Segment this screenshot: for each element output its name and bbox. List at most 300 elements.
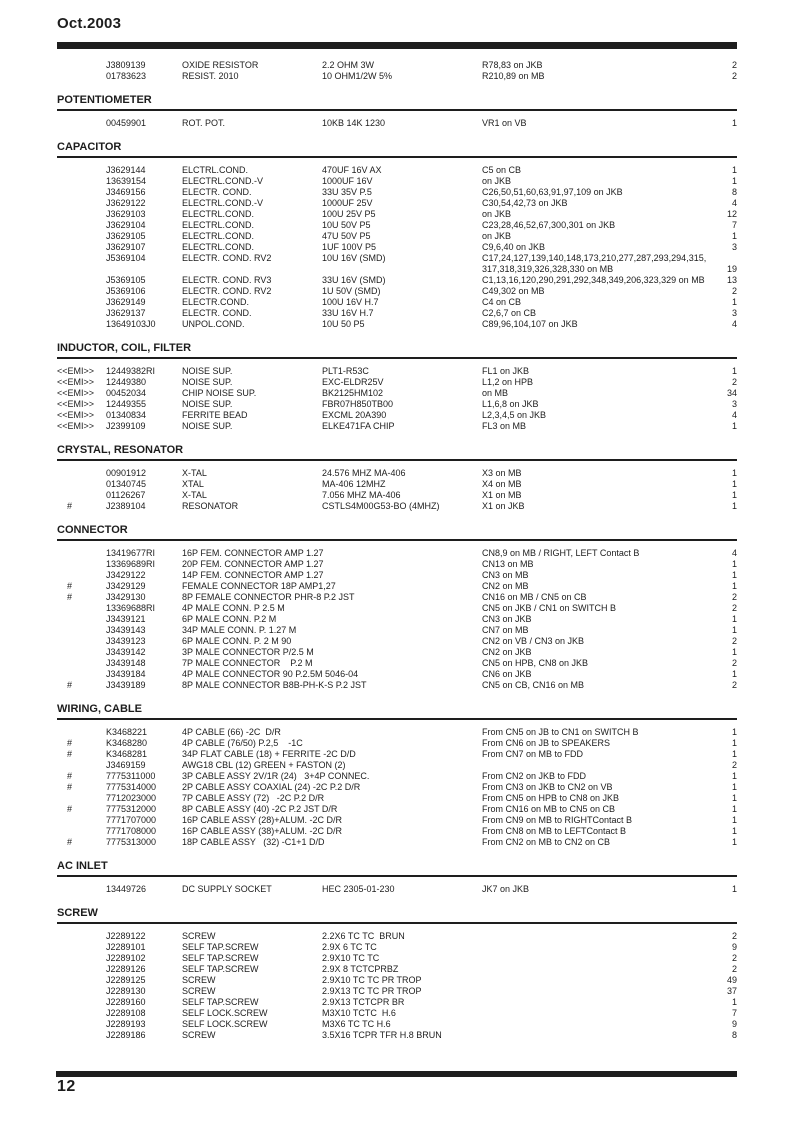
part-location: CN3 on JKB bbox=[482, 614, 532, 624]
section bbox=[57, 141, 737, 330]
part-quantity: 2 bbox=[731, 60, 737, 70]
part-location bbox=[482, 986, 697, 997]
part-location bbox=[482, 931, 697, 942]
part-description: SCREW bbox=[182, 931, 216, 941]
section bbox=[57, 94, 737, 129]
section bbox=[57, 444, 737, 512]
part-row bbox=[57, 975, 737, 986]
part-quantity: 49 bbox=[726, 975, 737, 985]
part-number: 12449355 bbox=[106, 399, 147, 409]
part-quantity: 1 bbox=[731, 669, 737, 679]
row-marker bbox=[57, 614, 106, 625]
part-number: 13419677RI bbox=[106, 548, 156, 558]
part-quantity: 9 bbox=[731, 1019, 737, 1029]
row-marker bbox=[57, 625, 106, 636]
part-number: J3629104 bbox=[106, 220, 146, 230]
row-marker bbox=[57, 884, 106, 895]
part-description: 7P CABLE ASSY (72) -2C P.2 D/R bbox=[182, 793, 325, 803]
part-quantity: 1 bbox=[731, 997, 737, 1007]
part-number: J2289101 bbox=[106, 942, 146, 952]
part-quantity: 2 bbox=[731, 636, 737, 646]
part-row bbox=[57, 253, 737, 264]
part-description: SELF TAP.SCREW bbox=[182, 942, 259, 952]
part-description: 4P CABLE (76/50) P.2,5 -1C bbox=[182, 738, 303, 748]
row-marker bbox=[57, 986, 106, 997]
part-description: FERRITE BEAD bbox=[182, 410, 248, 420]
part-quantity: 1 bbox=[731, 176, 737, 186]
row-marker: # bbox=[67, 771, 73, 781]
row-marker: # bbox=[67, 738, 73, 748]
part-location: on JKB bbox=[482, 209, 512, 219]
row-marker bbox=[57, 71, 106, 82]
part-quantity: 1 bbox=[731, 727, 737, 737]
part-number: J3439189 bbox=[106, 680, 146, 690]
part-number: 01126267 bbox=[106, 490, 146, 500]
part-row bbox=[57, 603, 737, 614]
part-description: SELF TAP.SCREW bbox=[182, 997, 259, 1007]
section-title: AC INLET bbox=[57, 860, 737, 877]
part-description: NOISE SUP. bbox=[182, 366, 233, 376]
part-description: NOISE SUP. bbox=[182, 399, 233, 409]
part-location: From CN5 on HPB to CN8 on JKB bbox=[482, 793, 620, 803]
part-number: J3629103 bbox=[106, 209, 146, 219]
part-quantity: 2 bbox=[731, 931, 737, 941]
part-row bbox=[57, 931, 737, 942]
part-spec: 10U 50V P5 bbox=[322, 220, 371, 230]
part-quantity: 1 bbox=[731, 771, 737, 781]
section-rows bbox=[57, 727, 737, 848]
part-row bbox=[57, 60, 737, 71]
part-number: J5369106 bbox=[106, 286, 146, 296]
part-number: 7775311000 bbox=[106, 771, 156, 781]
part-row bbox=[57, 366, 737, 377]
row-marker: # bbox=[67, 782, 73, 792]
row-marker bbox=[57, 308, 106, 319]
part-row bbox=[57, 771, 737, 782]
part-location: From CN8 on MB to LEFTContact B bbox=[482, 826, 627, 836]
part-quantity: 34 bbox=[726, 388, 737, 398]
row-marker bbox=[57, 209, 106, 220]
part-row bbox=[57, 1030, 737, 1041]
part-location: C9,6,40 on JKB bbox=[482, 242, 546, 252]
part-quantity: 1 bbox=[731, 837, 737, 847]
part-row bbox=[57, 669, 737, 680]
part-quantity: 2 bbox=[731, 592, 737, 602]
section-title: CONNECTOR bbox=[57, 524, 737, 541]
part-location bbox=[482, 1008, 697, 1019]
part-spec: 33U 16V (SMD) bbox=[322, 275, 386, 285]
part-description: 16P FEM. CONNECTOR AMP 1.27 bbox=[182, 548, 324, 558]
part-number: J5369104 bbox=[106, 253, 146, 263]
part-quantity: 3 bbox=[731, 399, 737, 409]
part-number: 7771708000 bbox=[106, 826, 157, 836]
part-quantity: 12 bbox=[726, 209, 737, 219]
row-marker bbox=[57, 647, 106, 658]
part-number: J2289130 bbox=[106, 986, 146, 996]
part-location bbox=[482, 760, 697, 771]
part-row bbox=[57, 71, 737, 82]
part-description: 8P FEMALE CONNECTOR PHR-8 P.2 JST bbox=[182, 592, 355, 602]
part-quantity: 1 bbox=[731, 581, 737, 591]
part-number: 13449726 bbox=[106, 884, 147, 894]
part-number: K3468221 bbox=[106, 727, 148, 737]
part-row bbox=[57, 187, 737, 198]
part-row bbox=[57, 953, 737, 964]
part-location: CN6 on JKB bbox=[482, 669, 532, 679]
part-number: 7775314000 bbox=[106, 782, 157, 792]
row-marker bbox=[57, 319, 106, 330]
part-quantity: 2 bbox=[731, 964, 737, 974]
row-marker: <<EMI>> bbox=[57, 377, 95, 387]
part-number: J3629144 bbox=[106, 165, 146, 175]
row-marker bbox=[57, 220, 106, 231]
part-number: J2289102 bbox=[106, 953, 146, 963]
part-number: J3439148 bbox=[106, 658, 146, 668]
part-spec: M3X6 TC TC H.6 bbox=[322, 1019, 391, 1029]
part-spec: 2.2X6 TC TC BRUN bbox=[322, 931, 405, 941]
part-location: FL3 on MB bbox=[482, 421, 527, 431]
part-number: J3629137 bbox=[106, 308, 146, 318]
part-row bbox=[57, 490, 737, 501]
part-number: J3629149 bbox=[106, 297, 146, 307]
part-location: C23,28,46,52,67,300,301 on JKB bbox=[482, 220, 616, 230]
part-spec: 33U 35V P.5 bbox=[322, 187, 372, 197]
part-description: RESIST. 2010 bbox=[182, 71, 239, 81]
part-number: J2289160 bbox=[106, 997, 146, 1007]
part-quantity: 8 bbox=[731, 187, 737, 197]
part-row bbox=[57, 275, 737, 286]
row-marker bbox=[57, 1019, 106, 1030]
part-location: X3 on MB bbox=[482, 468, 522, 478]
part-row bbox=[57, 760, 737, 771]
row-marker bbox=[57, 975, 106, 986]
part-location: C2,6,7 on CB bbox=[482, 308, 537, 318]
part-number: J3469159 bbox=[106, 760, 146, 770]
part-description: 7P MALE CONNECTOR P.2 M bbox=[182, 658, 313, 668]
parts-table bbox=[57, 60, 737, 1041]
part-quantity: 4 bbox=[731, 319, 737, 329]
part-row bbox=[57, 592, 737, 603]
part-quantity: 1 bbox=[731, 231, 737, 241]
part-number: 13639154 bbox=[106, 176, 147, 186]
part-description: 3P MALE CONNECTOR P/2.5 M bbox=[182, 647, 314, 657]
part-row bbox=[57, 377, 737, 388]
part-spec: CSTLS4M00G53-BO (4MHZ) bbox=[322, 501, 440, 511]
part-row bbox=[57, 647, 737, 658]
part-location: CN2 on JKB bbox=[482, 647, 532, 657]
part-location bbox=[482, 1030, 697, 1041]
part-description: SELF LOCK.SCREW bbox=[182, 1019, 268, 1029]
part-number: 13649103J0 bbox=[106, 319, 156, 329]
row-marker bbox=[57, 297, 106, 308]
part-row bbox=[57, 242, 737, 253]
row-marker: # bbox=[67, 581, 73, 591]
part-number: J3439142 bbox=[106, 647, 146, 657]
part-location: CN13 on MB bbox=[482, 559, 534, 569]
part-location: L1,6,8 on JKB bbox=[482, 399, 539, 409]
part-location: on JKB bbox=[482, 176, 512, 186]
part-row bbox=[57, 581, 737, 592]
part-number: J3439121 bbox=[106, 614, 146, 624]
part-location: 317,318,319,326,328,330 on MB bbox=[482, 264, 614, 274]
part-description: 34P MALE CONN. P. 1.27 M bbox=[182, 625, 297, 635]
part-number: 00452034 bbox=[106, 388, 147, 398]
part-spec: 10KB 14K 1230 bbox=[322, 118, 386, 128]
part-spec: 2.9X10 TC TC PR TROP bbox=[322, 975, 422, 985]
part-row bbox=[57, 388, 737, 399]
part-quantity: 3 bbox=[731, 242, 737, 252]
part-quantity: 1 bbox=[731, 625, 737, 635]
row-marker bbox=[57, 727, 106, 738]
row-marker: # bbox=[67, 501, 73, 511]
part-location: X1 on MB bbox=[482, 490, 522, 500]
part-description: 6P MALE CONN. P.2 M bbox=[182, 614, 277, 624]
part-spec: 2.9X 8 TCTCPRBZ bbox=[322, 964, 399, 974]
row-marker bbox=[57, 490, 106, 501]
part-location: From CN7 on MB to FDD bbox=[482, 749, 584, 759]
part-description: SELF TAP.SCREW bbox=[182, 953, 259, 963]
part-quantity: 1 bbox=[731, 749, 737, 759]
part-location: CN5 on JKB / CN1 on SWITCH B bbox=[482, 603, 617, 613]
part-number: J3809139 bbox=[106, 60, 146, 70]
page-content bbox=[57, 0, 737, 1041]
part-description: 4P MALE CONNECTOR 90 P.2.5M 5046-04 bbox=[182, 669, 359, 679]
part-description: 8P MALE CONNECTOR B8B-PH-K-S P.2 JST bbox=[182, 680, 367, 690]
part-spec: 33U 16V H.7 bbox=[322, 308, 374, 318]
part-number: K3468281 bbox=[106, 749, 148, 759]
part-quantity: 1 bbox=[731, 501, 737, 511]
row-marker bbox=[57, 264, 106, 275]
row-marker bbox=[57, 242, 106, 253]
part-number: J2289126 bbox=[106, 964, 146, 974]
part-row bbox=[57, 782, 737, 793]
part-row bbox=[57, 421, 737, 432]
part-location: CN7 on MB bbox=[482, 625, 529, 635]
row-marker bbox=[57, 231, 106, 242]
part-location: C1,13,16,120,290,291,292,348,349,206,323,329 on MB bbox=[482, 275, 705, 285]
row-marker: # bbox=[67, 749, 73, 759]
part-spec: 1000UF 16V bbox=[322, 176, 373, 186]
part-quantity: 4 bbox=[731, 548, 737, 558]
part-row bbox=[57, 986, 737, 997]
part-description: 6P MALE CONN. P. 2 M 90 bbox=[182, 636, 292, 646]
row-marker: <<EMI>> bbox=[57, 366, 95, 376]
row-marker: # bbox=[67, 592, 73, 602]
part-quantity: 9 bbox=[731, 942, 737, 952]
part-row bbox=[57, 165, 737, 176]
part-location: CN16 on MB / CN5 on CB bbox=[482, 592, 587, 602]
section-title: WIRING, CABLE bbox=[57, 703, 737, 720]
part-quantity: 1 bbox=[731, 826, 737, 836]
part-quantity: 1 bbox=[731, 421, 737, 431]
part-quantity: 1 bbox=[731, 647, 737, 657]
part-quantity: 1 bbox=[731, 815, 737, 825]
part-location bbox=[482, 964, 697, 975]
part-number: J2399109 bbox=[106, 421, 146, 431]
part-quantity: 1 bbox=[731, 297, 737, 307]
part-row bbox=[57, 231, 737, 242]
section bbox=[57, 907, 737, 1041]
row-marker: # bbox=[67, 680, 73, 690]
row-marker bbox=[57, 559, 106, 570]
section bbox=[57, 60, 737, 82]
row-marker bbox=[57, 815, 106, 826]
row-marker bbox=[57, 669, 106, 680]
part-number: J3469156 bbox=[106, 187, 146, 197]
section-title: INDUCTOR, COIL, FILTER bbox=[57, 342, 737, 359]
part-number: 12449382RI bbox=[106, 366, 156, 376]
part-description: ELECTRL.COND. bbox=[182, 209, 255, 219]
part-location: C89,96,104,107 on JKB bbox=[482, 319, 578, 329]
part-row bbox=[57, 319, 737, 330]
part-row bbox=[57, 399, 737, 410]
part-row bbox=[57, 738, 737, 749]
row-marker bbox=[57, 1008, 106, 1019]
part-description: SCREW bbox=[182, 986, 216, 996]
part-description: OXIDE RESISTOR bbox=[182, 60, 259, 70]
part-spec: 10U 50 P5 bbox=[322, 319, 365, 329]
part-description: RESONATOR bbox=[182, 501, 239, 511]
part-location: CN2 on VB / CN3 on JKB bbox=[482, 636, 585, 646]
part-quantity: 19 bbox=[726, 264, 737, 274]
part-description: ELECTR. COND. RV3 bbox=[182, 275, 272, 285]
part-row bbox=[57, 826, 737, 837]
part-number: J3429122 bbox=[106, 570, 146, 580]
part-spec: EXCML 20A390 bbox=[322, 410, 387, 420]
row-marker bbox=[57, 479, 106, 490]
part-row bbox=[57, 264, 737, 275]
row-marker bbox=[57, 286, 106, 297]
part-spec: 2.9X10 TC TC bbox=[322, 953, 380, 963]
section-rows bbox=[57, 884, 737, 895]
part-row bbox=[57, 636, 737, 647]
part-spec: 2.2 OHM 3W bbox=[322, 60, 375, 70]
row-marker: <<EMI>> bbox=[57, 421, 95, 431]
header-rule bbox=[57, 42, 737, 49]
section-title: CAPACITOR bbox=[57, 141, 737, 158]
part-row bbox=[57, 658, 737, 669]
part-spec: 24.576 MHZ MA-406 bbox=[322, 468, 406, 478]
part-spec: 2.9X13 TC TC PR TROP bbox=[322, 986, 422, 996]
row-marker bbox=[57, 468, 106, 479]
part-description: SCREW bbox=[182, 1030, 216, 1040]
part-quantity: 2 bbox=[731, 603, 737, 613]
row-marker bbox=[57, 253, 106, 264]
part-description: ELECTRL.COND.-V bbox=[182, 198, 264, 208]
part-location: From CN2 on MB to CN2 on CB bbox=[482, 837, 611, 847]
part-number: 7771707000 bbox=[106, 815, 157, 825]
part-quantity: 1 bbox=[731, 570, 737, 580]
part-description: 34P FLAT CABLE (18) + FERRITE -2C D/D bbox=[182, 749, 356, 759]
row-marker bbox=[57, 1030, 106, 1041]
section-title: POTENTIOMETER bbox=[57, 94, 737, 111]
row-marker bbox=[57, 964, 106, 975]
document-date: Oct.2003 bbox=[57, 15, 122, 32]
part-description: ELECTR. COND. bbox=[182, 308, 252, 318]
part-location: C4 on CB bbox=[482, 297, 522, 307]
part-row bbox=[57, 209, 737, 220]
part-quantity: 4 bbox=[731, 410, 737, 420]
part-quantity: 2 bbox=[731, 953, 737, 963]
section-rows bbox=[57, 118, 737, 129]
section bbox=[57, 860, 737, 895]
row-marker bbox=[57, 997, 106, 1008]
part-location: FL1 on JKB bbox=[482, 366, 530, 376]
row-marker bbox=[57, 658, 106, 669]
part-spec: MA-406 12MHZ bbox=[322, 479, 386, 489]
part-quantity: 1 bbox=[731, 804, 737, 814]
part-location: JK7 on JKB bbox=[482, 884, 530, 894]
part-row bbox=[57, 1019, 737, 1030]
part-quantity: 2 bbox=[731, 658, 737, 668]
part-row bbox=[57, 570, 737, 581]
part-row bbox=[57, 501, 737, 512]
part-number: 01340834 bbox=[106, 410, 147, 420]
part-quantity: 7 bbox=[731, 220, 737, 230]
section-rows bbox=[57, 548, 737, 691]
part-spec: EXC-ELDR25V bbox=[322, 377, 384, 387]
part-number: J2289186 bbox=[106, 1030, 146, 1040]
part-number: J3629107 bbox=[106, 242, 146, 252]
part-number: 7712023000 bbox=[106, 793, 157, 803]
part-number: 01340745 bbox=[106, 479, 147, 489]
section-title: SCREW bbox=[57, 907, 737, 924]
part-quantity: 2 bbox=[731, 377, 737, 387]
section bbox=[57, 524, 737, 691]
row-marker bbox=[57, 165, 106, 176]
part-quantity bbox=[697, 253, 737, 264]
part-location bbox=[482, 975, 697, 986]
section bbox=[57, 342, 737, 432]
part-row bbox=[57, 297, 737, 308]
section bbox=[57, 703, 737, 848]
part-description: SELF TAP.SCREW bbox=[182, 964, 259, 974]
part-location: From CN2 on JKB to FDD bbox=[482, 771, 587, 781]
section-rows bbox=[57, 366, 737, 432]
row-marker bbox=[57, 275, 106, 286]
part-location: From CN6 on JB to SPEAKERS bbox=[482, 738, 611, 748]
part-quantity: 2 bbox=[731, 680, 737, 690]
section-rows bbox=[57, 468, 737, 512]
part-row bbox=[57, 468, 737, 479]
part-row bbox=[57, 220, 737, 231]
part-quantity: 1 bbox=[731, 468, 737, 478]
part-location: From CN3 on JKB to CN2 on VB bbox=[482, 782, 613, 792]
part-location bbox=[482, 1019, 697, 1030]
part-location: L1,2 on HPB bbox=[482, 377, 534, 387]
part-location: R210,89 on MB bbox=[482, 71, 545, 81]
part-description: 16P CABLE ASSY (38)+ALUM. -2C D/R bbox=[182, 826, 342, 836]
part-description: CHIP NOISE SUP. bbox=[182, 388, 257, 398]
part-spec: 7.056 MHZ MA-406 bbox=[322, 490, 401, 500]
row-marker bbox=[57, 118, 106, 129]
part-location: X4 on MB bbox=[482, 479, 522, 489]
part-description: X-TAL bbox=[182, 468, 207, 478]
row-marker bbox=[57, 826, 106, 837]
part-location: L2,3,4,5 on JKB bbox=[482, 410, 547, 420]
part-row bbox=[57, 793, 737, 804]
part-row bbox=[57, 614, 737, 625]
part-spec: 10U 16V (SMD) bbox=[322, 253, 386, 263]
part-location: C26,50,51,60,63,91,97,109 on JKB bbox=[482, 187, 623, 197]
part-number: 01783623 bbox=[106, 71, 147, 81]
part-description: ELECTRL.COND. bbox=[182, 242, 255, 252]
part-quantity: 1 bbox=[731, 614, 737, 624]
section-rows bbox=[57, 60, 737, 82]
part-location bbox=[482, 942, 697, 953]
part-description: AWG18 CBL (12) GREEN + FASTON (2) bbox=[182, 760, 346, 770]
part-description: ELECTRL.COND. bbox=[182, 220, 255, 230]
